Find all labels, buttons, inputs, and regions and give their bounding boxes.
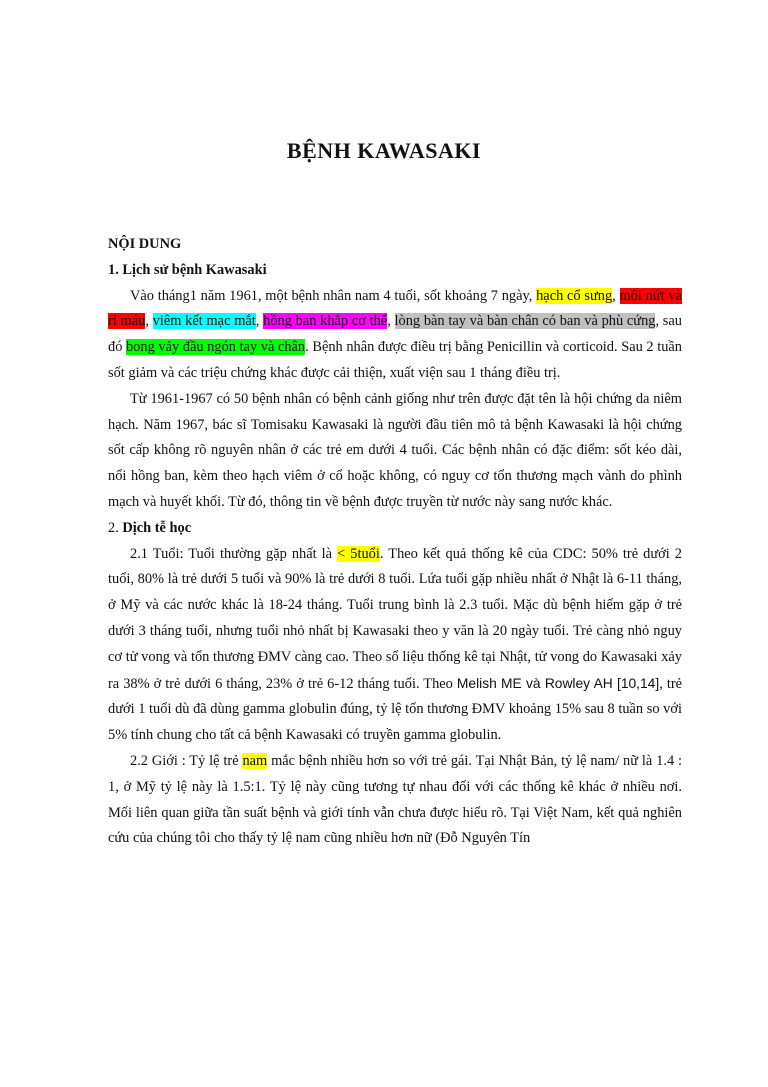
text-run: , trẻ dưới 1 tuổi dù đã dùng gamma globulin đúng, tỷ lệ tổn thương ĐMV khoảng 15% sau 8 tuần so với 5% tính chung cho tất cả bệnh Kawasaki có truyền gamma globulin.	[108, 675, 683, 744]
highlight-conjunctivitis: viêm kết mạc mắt	[152, 313, 256, 330]
paragraph-sex	[108, 749, 682, 852]
highlight-palm-sole-edema: lòng bàn tay và bàn chân có ban và phù cứng	[394, 313, 656, 330]
text-run: , sau đó	[108, 313, 682, 356]
document-title: BỆNH KAWASAKI	[286, 138, 482, 163]
text-run: ,	[387, 313, 395, 330]
text-run: . Bệnh nhân được điều trị bằng Penicillin và corticoid. Sau 2 tuần sốt giảm và các triệu chứng khác được cải thiện, xuất viện sau 1 tháng điều trị.	[108, 339, 682, 381]
document-body	[108, 232, 682, 852]
heading-text: Dịch tễ học	[122, 519, 192, 536]
highlight-under-5: < 5tuổi	[337, 545, 380, 562]
citation: Melish ME và Rowley AH [10,14]	[456, 675, 660, 691]
section-heading: NỘI DUNG	[108, 236, 182, 252]
highlight-cracked-lips: môi nứt và rỉ máu	[108, 287, 682, 330]
text-run: ,	[255, 313, 264, 330]
text-run: 2.2 Giới : Tỷ lệ trẻ	[130, 752, 243, 769]
heading-epidemiology	[108, 516, 682, 542]
text-run: ,	[145, 313, 153, 330]
highlight-male: nam	[242, 752, 268, 769]
text-run: ,	[612, 287, 620, 304]
text-run: . Theo kết quả thống kê của CDC: 50% trẻ dưới 2 tuổi, 80% là trẻ dưới 5 tuổi và 90% là trẻ dưới 8 tuổi. Lứa tuổi gặp nhiều nhất ở Nhật là 6-11 tháng, ở Mỹ và các nước khác là 18-24 tháng. Tuổi trung bình là 2.3 tuổi. Mặc dù bệnh hiếm gặp ở trẻ dưới 3 tháng tuổi, nhưng tuổi nhỏ nhất bị Kawasaki theo y văn là 20 ngày tuổi. Trẻ càng nhỏ nguy cơ tử vong và tổn thương ĐMV càng cao. Theo số liệu thống kê tại Nhật, tử vong do Kawasaki xảy ra 38% ở trẻ dưới 6 tháng, 23% ở trẻ 6-12 tháng tuổi. Theo	[108, 545, 683, 692]
paragraph-age	[108, 542, 682, 749]
highlight-swollen-neck-nodes: hạch cổ sưng	[536, 287, 613, 304]
text-run: Vào tháng1 năm 1961, một bệnh nhân nam 4 tuổi, sốt khoảng 7 ngày,	[130, 287, 537, 304]
paragraph-history-1	[108, 284, 682, 387]
heading-number: 2.	[108, 519, 123, 536]
paragraph-history-2: Từ 1961-1967 có 50 bệnh nhân có bệnh cảnh giống như trên được đặt tên là hội chứng da niêm hạch. Năm 1967, bác sĩ Tomisaku Kawasaki là người đầu tiên mô tả bệnh Kawasaki là hội chứng sốt cấp không rõ nguyên nhân ở các trẻ em dưới 4 tuổi. Các bệnh nhân có đặc điểm: sốt kéo dài, nổi hồng ban, kèm theo hạch viêm ở cổ hoặc không, có nguy cơ tổn thương mạch vành do phình mạch và huyết khối. Từ đó, thông tin về bệnh được truyền từ nước này sang nước khác.	[108, 390, 682, 510]
text-run: 2.1 Tuổi: Tuổi thường gặp nhất là	[130, 545, 338, 562]
highlight-rash: hồng ban khắp cơ thể	[263, 313, 388, 330]
text-run: mắc bệnh nhiều hơn so với trẻ gái. Tại Nhật Bản, tỷ lệ nam/ nữ là 1.4 : 1, ở Mỹ tỷ lệ này là 1.5:1. Tỷ lệ này cũng tương tự nhau đối với các thống kê khác ở nhiều nơi. Mối liên quan giữa tần suất bệnh và giới tính vẫn chưa được hiểu rõ. Tại Việt Nam, kết quả nghiên cứu của chúng tôi cho thấy tỷ lệ nam cũng nhiều hơn nữ (Đỗ Nguyên Tín	[108, 752, 682, 847]
highlight-desquamation: bong vảy đầu ngón tay và chân	[126, 339, 306, 356]
heading-history: 1. Lịch sử bệnh Kawasaki	[108, 261, 267, 278]
